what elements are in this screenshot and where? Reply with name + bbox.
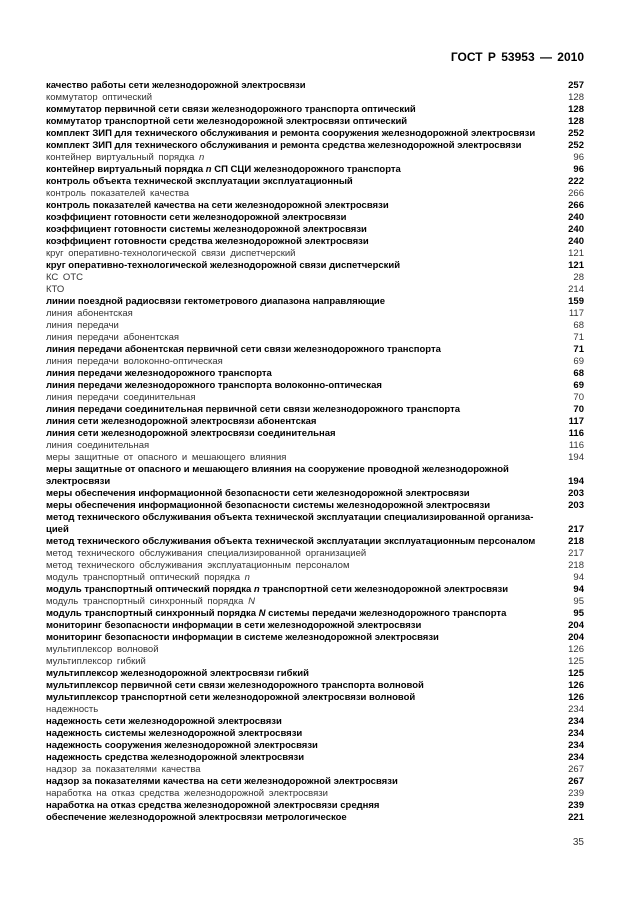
index-term [46,776,398,788]
index-entry [46,224,584,236]
index-entry [46,344,584,356]
page-ref: 234 [568,704,584,715]
page-ref: 217 [568,548,584,559]
term-italic: N [258,608,266,619]
page-ref: 126 [568,644,584,655]
term-text: меры защитные от опасного и мешающего влияния на сооружение проводной железнодорожной [46,464,509,475]
term-text: надзор за показателями качества [46,764,201,775]
index-entry [46,236,584,248]
index-entry [46,356,584,368]
term-text: модуль транспортный синхронный порядка [46,608,259,619]
index-term [46,152,204,164]
page-ref: 218 [568,560,584,571]
index-term [46,140,521,152]
term-text: линия передачи волоконно-оптическая [46,356,223,367]
page-ref: 125 [568,668,584,679]
index-entry [46,248,584,260]
page-ref: 204 [568,632,584,643]
index-term [46,356,223,368]
index-term [46,104,416,116]
page-ref: 128 [568,116,584,127]
index-term [46,548,366,560]
page-ref: 126 [568,692,584,703]
term-text: обеспечение железнодорожной электросвязи метрологическое [46,812,347,823]
index-entry [46,260,584,272]
index-term [46,560,349,572]
term-text: коэффициент готовности сети железнодорожной электросвязи [46,212,347,223]
index-entry [46,548,584,560]
term-text: надежность сети железнодорожной электросвязи [46,716,282,727]
page-ref: 70 [573,404,584,415]
page-ref: 117 [568,416,584,427]
index-entry-continued [46,524,584,536]
index-term [46,92,152,104]
page-ref: 239 [568,788,584,799]
term-italic: n [199,152,205,163]
index-term [46,452,286,464]
page-ref: 214 [568,284,584,295]
index-term [46,536,535,548]
index-entry [46,164,584,176]
term-text: метод технического обслуживания специализированной организацией [46,548,367,559]
index-term [46,224,367,236]
index-entry [46,560,584,572]
index-term [46,116,407,128]
index-term [46,572,250,584]
term-text: контроль объекта технической эксплуатации эксплуатационный [46,176,353,187]
page-ref: 240 [568,224,584,235]
index-term [46,272,83,284]
term-text: мониторинг безопасности информации в сети железнодорожной электросвязи [46,620,422,631]
index-term [46,212,346,224]
index-term [46,260,400,272]
index-entry [46,320,584,332]
page-ref: 125 [568,656,584,667]
page-ref: 267 [568,776,584,787]
index-entry [46,416,584,428]
page-ref: 71 [573,344,584,355]
index-term [46,584,508,596]
index-entry [46,104,584,116]
index-entry [46,644,584,656]
index-entry [46,392,584,404]
index-term [46,332,179,344]
term-text: меры обеспечения информационной безопасности сети железнодорожной электросвязи [46,488,470,499]
term-text: мониторинг безопасности информации в системе железнодорожной электросвязи [46,632,439,643]
index-entry [46,632,584,644]
index-term [46,248,295,260]
index-entry [46,488,584,500]
index-entry [46,596,584,608]
index-term [46,320,119,332]
index-term [46,596,255,608]
page-ref: 252 [568,128,584,139]
term-italic: N [248,596,255,607]
index-entry [46,332,584,344]
page-ref: 257 [568,80,584,91]
index-entry [46,176,584,188]
index-entry [46,800,584,812]
index-entry [46,752,584,764]
index-term [46,440,149,452]
term-text: наработка на отказ средства железнодорожной электросвязи [46,788,328,799]
page-ref: 116 [568,428,584,439]
term-text: линия передачи железнодорожного транспорта [46,368,272,379]
index-term [46,392,195,404]
index-entry [46,788,584,800]
index-entry [46,92,584,104]
index-entry [46,500,584,512]
term-text: комплект ЗИП для технического обслуживания и ремонта средства железнодорожной электросвязи [46,140,522,151]
page-ref: 194 [568,452,584,463]
page-ref: 239 [568,800,584,811]
index-term [46,500,490,512]
term-text: надежность сооружения железнодорожной электросвязи [46,740,318,751]
index-entry [46,704,584,716]
term-text-cont: системы передачи железнодорожного транспорта [265,608,507,619]
term-italic: n [253,584,260,595]
term-text: наработка на отказ средства железнодорожной электросвязи средняя [46,800,380,811]
index-term [46,164,401,176]
index-term [46,728,302,740]
index-entry [46,620,584,632]
page-ref: 96 [573,152,584,163]
page-ref: 96 [573,164,584,175]
index-term [46,236,369,248]
term-text: контроль показателей качества [46,188,190,199]
term-text: метод технического обслуживания объекта технической эксплуатации специализированной организа- [46,512,534,523]
page-ref: 116 [568,440,584,451]
term-text: линия сети железнодорожной электросвязи абонентская [46,416,317,427]
index-entry [46,308,584,320]
index-term [46,80,306,92]
index-term [46,764,201,776]
page-ref: 267 [568,764,584,775]
index-entry [46,428,584,440]
index-entry [46,764,584,776]
index-entry [46,116,584,128]
index-term [46,296,385,308]
index-term [46,704,98,716]
index-entry [46,212,584,224]
document-header: ГОСТ Р 53953 — 2010 [450,50,584,64]
page-ref: 68 [573,320,584,331]
index-entry [46,404,584,416]
term-continuation: электросвязи [46,476,111,487]
index-term [46,380,382,392]
index-entry [46,536,584,548]
page-ref: 240 [568,212,584,223]
index-entry [46,284,584,296]
term-text: коэффициент готовности системы железнодорожной электросвязи [46,224,367,235]
page-ref: 121 [568,248,584,259]
index-term [46,284,64,296]
index-term [46,656,146,668]
page-ref: 194 [568,476,584,487]
page-ref: 218 [568,536,584,547]
term-text: модуль транспортный оптический порядка [46,584,254,595]
page-ref: 234 [568,752,584,763]
page-ref: 159 [568,296,584,307]
term-italic: n [244,572,250,583]
index-term [46,512,533,524]
term-text: надежность [46,704,99,715]
index-entry [46,608,584,620]
index-entry [46,272,584,284]
index-term [46,128,535,140]
index-entry [46,464,584,476]
index-entry [46,728,584,740]
page-ref: 117 [568,308,584,319]
term-text: линия передачи [46,320,119,331]
page-ref: 234 [568,716,584,727]
term-text: линия передачи абонентская [46,332,180,343]
index-entry [46,668,584,680]
term-text: КТО [46,284,65,295]
term-text: модуль транспортный синхронный порядка [46,596,249,607]
page-ref: 69 [573,356,584,367]
index-entry [46,380,584,392]
term-text: контроль показателей качества на сети железнодорожной электросвязи [46,200,389,211]
term-text: метод технического обслуживания эксплуатационным персоналом [46,560,350,571]
index-term [46,800,379,812]
term-text: мультиплексор волновой [46,644,159,655]
term-text: линия передачи железнодорожного транспорта волоконно-оптическая [46,380,382,391]
index-term [46,188,189,200]
page-ref: 95 [573,608,584,619]
index-entry [46,80,584,92]
term-text: надзор за показателями качества на сети железнодорожной электросвязи [46,776,398,787]
page-ref: 266 [568,188,584,199]
page-ref: 71 [573,332,584,343]
page-ref: 222 [568,176,584,187]
index-term [46,680,424,692]
index-term [46,692,415,704]
page-ref: 234 [568,728,584,739]
term-text: круг оперативно-технологической железнодорожной связи диспетчерский [46,260,401,271]
term-text: линия сети железнодорожной электросвязи соединительная [46,428,336,439]
page-ref: 217 [568,524,584,535]
index-entry [46,140,584,152]
term-text: надежность системы железнодорожной электросвязи [46,728,303,739]
index-term [46,428,336,440]
index-term [46,344,441,356]
index-term [46,308,133,320]
index-entry [46,440,584,452]
index-list [46,80,584,824]
index-term [46,812,347,824]
term-text-cont: СП СЦИ железнодорожного транспорта [211,164,401,175]
term-text: мультиплексор гибкий [46,656,146,667]
index-entry [46,572,584,584]
term-text-cont: транспортной сети железнодорожной электросвязи [259,584,509,595]
index-entry [46,296,584,308]
page-ref: 69 [573,380,584,391]
index-entry [46,716,584,728]
page-ref: 234 [568,740,584,751]
term-text: контейнер виртуальный порядка [46,164,206,175]
index-entry [46,200,584,212]
page-ref: 94 [573,572,584,583]
term-text: круг оперативно-технологической связи диспетчерский [46,248,296,259]
index-entry [46,188,584,200]
term-text: линия соединительная [46,440,150,451]
term-text: коммутатор первичной сети связи железнодорожного транспорта оптический [46,104,416,115]
page-number: 35 [572,837,584,848]
index-entry [46,152,584,164]
page-ref: 28 [573,272,584,283]
term-text: линия передачи соединительная [46,392,196,403]
page-ref: 126 [568,680,584,691]
term-italic: n [205,164,212,175]
term-text: метод технического обслуживания объекта технической эксплуатации эксплуатационным персоналом [46,536,536,547]
term-text: контейнер виртуальный порядка [46,152,199,163]
page-ref: 203 [568,500,584,511]
page-ref: 203 [568,488,584,499]
page-ref: 240 [568,236,584,247]
index-entry [46,740,584,752]
index-term [46,620,421,632]
term-text: мультиплексор транспортной сети железнодорожной электросвязи волновой [46,692,416,703]
index-term [46,632,439,644]
index-entry [46,584,584,596]
index-term [46,200,389,212]
page-ref: 94 [573,584,584,595]
index-term [46,740,318,752]
term-text: модуль транспортный оптический порядка [46,572,245,583]
term-text: мультиплексор железнодорожной электросвязи гибкий [46,668,309,679]
term-text: надежность средства железнодорожной электросвязи [46,752,305,763]
page-ref: 121 [568,260,584,271]
index-entry [46,812,584,824]
page-ref: 128 [568,104,584,115]
index-entry [46,368,584,380]
term-text: меры защитные от опасного и мешающего влияния [46,452,287,463]
index-term [46,176,353,188]
page-ref: 204 [568,620,584,631]
term-continuation: цией [46,524,69,535]
term-text: линия передачи абонентская первичной сети связи железнодорожного транспорта [46,344,441,355]
term-text: линии поездной радиосвязи гектометрового диапазона направляющие [46,296,385,307]
term-text: КС ОТС [46,272,83,283]
index-term [46,716,282,728]
index-term [46,488,470,500]
term-text: коэффициент готовности средства железнодорожной электросвязи [46,236,369,247]
term-text: линия передачи соединительная первичной сети связи железнодорожного транспорта [46,404,461,415]
index-term [46,752,304,764]
page-ref: 252 [568,140,584,151]
term-text: комплект ЗИП для технического обслуживания и ремонта сооружения железнодорожной электросвязи [46,128,536,139]
index-term [46,404,460,416]
index-term [46,368,272,380]
page-ref: 70 [573,392,584,403]
index-term [46,464,509,476]
term-text: линия абонентская [46,308,133,319]
index-entry [46,656,584,668]
index-entry [46,128,584,140]
index-entry [46,452,584,464]
page-ref: 68 [573,368,584,379]
page-ref: 221 [568,812,584,823]
index-entry [46,680,584,692]
index-entry [46,512,584,524]
term-text: коммутатор транспортной сети железнодорожной электросвязи оптический [46,116,408,127]
index-term [46,788,328,800]
page-ref: 266 [568,200,584,211]
index-term [46,644,159,656]
index-term [46,668,309,680]
index-entry [46,776,584,788]
index-term [46,608,506,620]
index-term [46,416,316,428]
term-text: мультиплексор первичной сети связи железнодорожного транспорта волновой [46,680,424,691]
term-text: меры обеспечения информационной безопасности системы железнодорожной электросвязи [46,500,491,511]
index-entry [46,692,584,704]
term-text: коммутатор оптический [46,92,153,103]
index-entry-continued [46,476,584,488]
term-text: качество работы сети железнодорожной электросвязи [46,80,306,91]
page-ref: 128 [568,92,584,103]
page-ref: 95 [573,596,584,607]
